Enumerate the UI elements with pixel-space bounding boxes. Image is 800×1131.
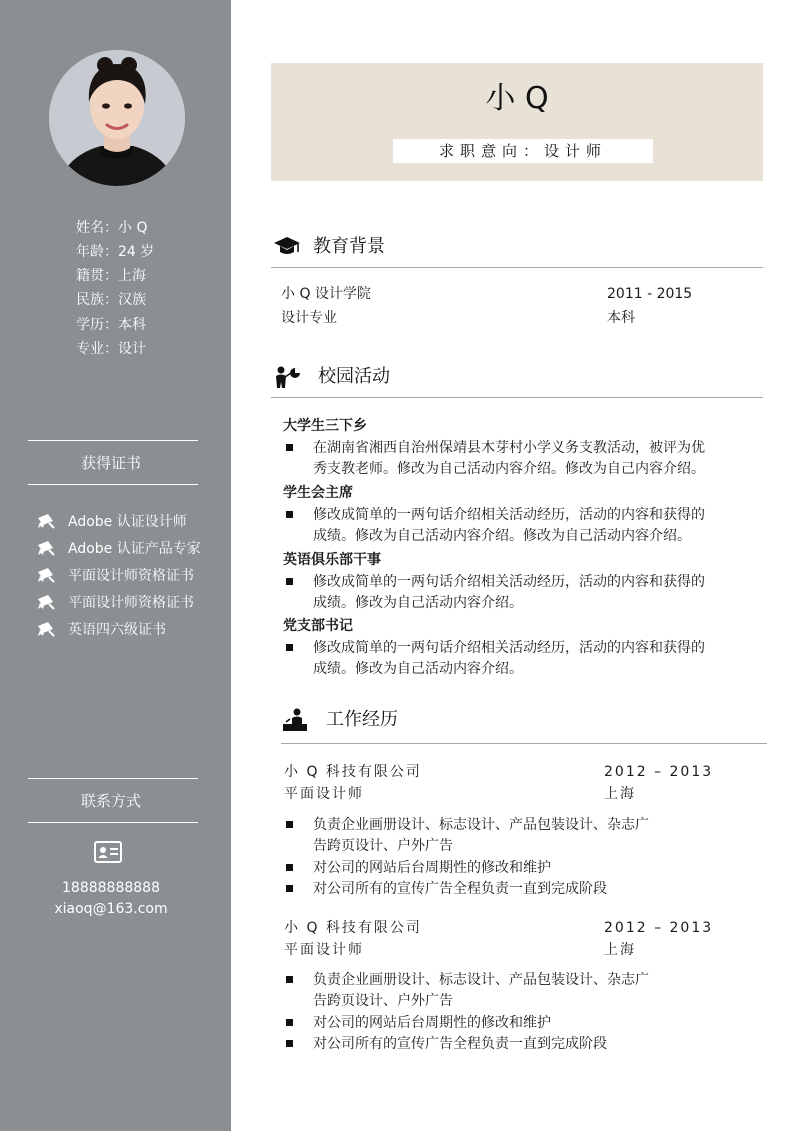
- job-period: 2012 – 2013: [604, 920, 714, 936]
- diploma-icon: [36, 540, 56, 556]
- activity-description: 成绩。修改为自己活动内容介绍。修改为自己活动内容介绍。: [313, 528, 691, 544]
- info-label: 专业：: [76, 341, 118, 357]
- diploma-icon: [36, 621, 56, 637]
- certificate-item: [36, 511, 187, 533]
- info-row: [76, 218, 147, 238]
- graduation-cap-icon: [273, 235, 301, 259]
- education-period: 2011 - 2015: [607, 286, 693, 302]
- info-value: 小 Q: [118, 220, 148, 236]
- job-duty: 告跨页设计、户外广告: [313, 838, 453, 854]
- activity-description: 成绩。修改为自己活动内容介绍。: [313, 661, 523, 677]
- activity-description: 在湖南省湘西自治州保靖县木芽村小学义务支教活动，被评为优: [313, 440, 705, 456]
- certificate-item: [36, 592, 194, 614]
- divider: [28, 778, 198, 779]
- degree: 本科: [607, 310, 635, 326]
- bullet-marker: [286, 511, 293, 518]
- bullet-marker: [286, 578, 293, 585]
- bullet-marker: [286, 885, 293, 892]
- sidebar: [0, 0, 231, 1131]
- certificate-label: 英语四六级证书: [68, 622, 166, 638]
- certificates-title: 获得证书: [80, 454, 141, 472]
- job-duty: 负责企业画册设计、标志设计、产品包装设计、杂志广: [313, 972, 649, 988]
- company-name: 小 Q 科技有限公司: [284, 920, 422, 936]
- info-row: [76, 339, 146, 359]
- candidate-name: 小 Q: [485, 81, 549, 116]
- activity-description: 修改成简单的一两句话介绍相关活动经历，活动的内容和获得的: [313, 574, 705, 590]
- work-heading: [273, 706, 473, 734]
- activity-description: 修改成简单的一两句话介绍相关活动经历，活动的内容和获得的: [313, 507, 705, 523]
- email-address: xiaoq@163.com: [54, 901, 168, 917]
- certificate-item: [36, 565, 194, 587]
- section-title: 校园活动: [318, 366, 390, 387]
- certificate-label: Adobe 认证设计师: [68, 514, 187, 530]
- job-duty: 对公司的网站后台周期性的修改和维护: [313, 860, 551, 876]
- avatar: [49, 50, 185, 186]
- header-box: [271, 63, 763, 181]
- education-heading: [273, 233, 473, 261]
- info-label: 学历：: [76, 317, 118, 333]
- activity-description: 成绩。修改为自己活动内容介绍。: [313, 595, 523, 611]
- certificate-item: [36, 538, 201, 560]
- activity-role: 英语俱乐部干事: [283, 552, 381, 568]
- job-intent: 求职意向：设计师: [393, 139, 653, 163]
- job-duty: 对公司所有的宣传广告全程负责一直到完成阶段: [313, 881, 607, 897]
- bullet-marker: [286, 1019, 293, 1026]
- bullet-marker: [286, 821, 293, 828]
- certificate-label: Adobe 认证产品专家: [68, 541, 201, 557]
- job-position: 平面设计师: [284, 786, 364, 802]
- info-value: 24 岁: [118, 244, 155, 260]
- job-position: 平面设计师: [284, 942, 364, 958]
- job-duty: 对公司所有的宣传广告全程负责一直到完成阶段: [313, 1036, 607, 1052]
- section-divider: [271, 267, 763, 268]
- bullet-marker: [286, 644, 293, 651]
- diploma-icon: [36, 594, 56, 610]
- diploma-icon: [36, 567, 56, 583]
- section-divider: [281, 743, 767, 744]
- worker-desk-icon: [281, 708, 309, 732]
- activities-heading: [273, 363, 473, 391]
- section-title: 教育背景: [313, 236, 385, 257]
- certificate-label: 平面设计师资格证书: [68, 595, 194, 611]
- info-label: 民族：: [76, 292, 118, 308]
- divider: [28, 484, 198, 485]
- info-row: [76, 290, 146, 310]
- activity-description: 秀支教老师。修改为自己活动内容介绍。修改为自己内容介绍。: [313, 461, 705, 477]
- activity-role: 党支部书记: [283, 618, 353, 634]
- activity-description: 修改成简单的一两句话介绍相关活动经历，活动的内容和获得的: [313, 640, 705, 656]
- info-value: 上海: [118, 268, 146, 284]
- job-period: 2012 – 2013: [604, 764, 714, 780]
- portrait-photo: [49, 50, 185, 186]
- job-duty: 负责企业画册设计、标志设计、产品包装设计、杂志广: [313, 817, 649, 833]
- info-label: 姓名：: [76, 220, 118, 236]
- job-location: 上海: [604, 942, 636, 958]
- info-row: [76, 266, 146, 286]
- activity-role: 学生会主席: [283, 485, 353, 501]
- info-label: 籍贯：: [76, 268, 118, 284]
- id-card-icon: [94, 841, 122, 863]
- bullet-marker: [286, 864, 293, 871]
- major: 设计专业: [281, 310, 337, 326]
- info-row: [76, 315, 146, 335]
- presenter-chart-icon: [273, 365, 301, 389]
- info-value: 设计: [118, 341, 146, 357]
- bullet-marker: [286, 1040, 293, 1047]
- info-row: [76, 242, 154, 262]
- school-name: 小 Q 设计学院: [281, 286, 371, 302]
- divider: [28, 822, 198, 823]
- certificate-item: [36, 619, 166, 641]
- activity-role: 大学生三下乡: [283, 418, 367, 434]
- certificate-label: 平面设计师资格证书: [68, 568, 194, 584]
- job-location: 上海: [604, 786, 636, 802]
- section-divider: [271, 397, 763, 398]
- divider: [28, 440, 198, 441]
- contact-title: 联系方式: [80, 792, 141, 810]
- phone-number: 18888888888: [62, 880, 160, 896]
- info-value: 本科: [118, 317, 146, 333]
- diploma-icon: [36, 513, 56, 529]
- bullet-marker: [286, 976, 293, 983]
- job-duty: 对公司的网站后台周期性的修改和维护: [313, 1015, 551, 1031]
- info-value: 汉族: [118, 292, 146, 308]
- company-name: 小 Q 科技有限公司: [284, 764, 422, 780]
- section-title: 工作经历: [326, 709, 398, 730]
- job-duty: 告跨页设计、户外广告: [313, 993, 453, 1009]
- bullet-marker: [286, 444, 293, 451]
- info-label: 年龄：: [76, 244, 118, 260]
